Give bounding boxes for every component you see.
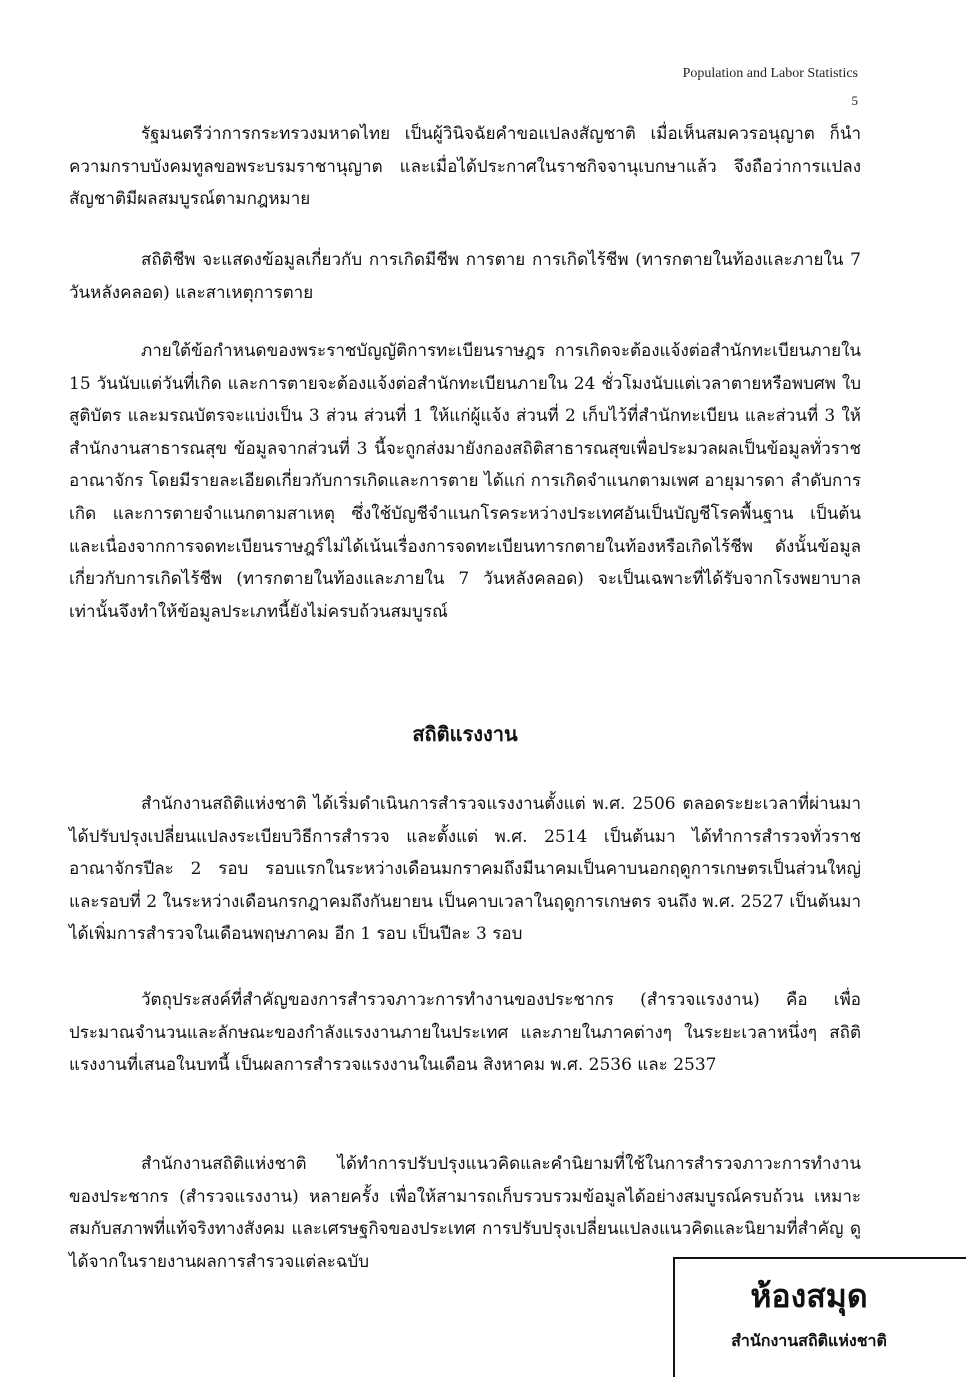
paragraph-labor-survey-history: สำนักงานสถิติแห่งชาติ ได้เริ่มดำเนินการสำรวจแรงงานตั้งแต่ พ.ศ. 2506 ตลอดระยะเวลาที่ผ่านมาได้ปรับปรุงเปลี่ยนแปลงระเบียบวิธีการสำรวจ และตั้งแต่ พ.ศ. 2514 เป็นต้นมา ได้ทำการสำรวจทั่วราชอาณาจักรปีละ 2 รอบ รอบแรกในระหว่างเดือนมกราคมถึงมีนาคมเป็นคาบนอกฤดูการเกษตรเป็นส่วนใหญ่ และรอบที่ 2 ในระหว่างเดือนกรกฎาคมถึงกันยายน เป็นคาบเวลาในฤดูการเกษตร จนถึง พ.ศ. 2527 เป็นต้นมาได้เพิ่มการสำรวจในเดือนพฤษภาคม อีก 1 รอบ เป็นปีละ 3 รอบ — [69, 794, 861, 945]
stamp-title: ห้องสมุด — [750, 1277, 868, 1315]
page-number: 5 — [851, 93, 858, 108]
running-header: Population and Labor Statistics — [682, 66, 858, 81]
stamp-subtitle: สำนักงานสถิติแห่งชาติ — [731, 1331, 887, 1350]
paragraph-civil-registration: ภายใต้ข้อกำหนดของพระราชบัญญัติการทะเบียนราษฎร การเกิดจะต้องแจ้งต่อสำนักทะเบียนภายใน 15 วันนับแต่วันที่เกิด และการตายจะต้องแจ้งต่อสำนักทะเบียนภายใน 24 ชั่วโมงนับแต่เวลาตายหรือพบศพ ใบสูติบัตร และมรณบัตรจะแบ่งเป็น 3 ส่วน ส่วนที่ 1 ให้แก่ผู้แจ้ง ส่วนที่ 2 เก็บไว้ที่สำนักทะเบียน และส่วนที่ 3 ให้สำนักงานสาธารณสุข ข้อมูลจากส่วนที่ 3 นี้จะถูกส่งมายังกองสถิติสาธารณสุขเพื่อประมวลผลเป็นข้อมูลทั่วราชอาณาจักร โดยมีรายละเอียดเกี่ยวกับการเกิดและการตาย ได้แก่ การเกิดจำแนกตามเพศ อายุมารดา ลำดับการเกิด และการตายจำแนกตามสาเหตุ ซึ่งใช้บัญชีจำแนกโรคระหว่างประเทศอันเป็นบัญชีโรคพื้นฐาน เป็นต้น และเนื่องจากการจดทะเบียนราษฎร์ไม่ได้เน้นเรื่องการจดทะเบียนทารกตายในท้องหรือเกิดไร้ชีพ ดังนั้นข้อมูลเกี่ยวกับการเกิดไร้ชีพ (ทารกตายในท้องและภายใน 7 วันหลังคลอด) จะเป็นเฉพาะที่ได้รับจากโรงพยาบาลเท่านั้นจึงทำให้ข้อมูลประเภทนี้ยังไม่ครบถ้วนสมบูรณ์ — [69, 341, 861, 622]
section-heading: สถิติแรงงาน — [412, 722, 518, 746]
paragraph-labor-survey-concepts: สำนักงานสถิติแห่งชาติ ได้ทำการปรับปรุงแนวคิดและคำนิยามที่ใช้ในการสำรวจภาวะการทำงานของประชากร (สำรวจแรงงาน) หลายครั้ง เพื่อให้สามารถเก็บรวบรวมข้อมูลได้อย่างสมบูรณ์ครบถ้วน เหมาะสมกับสภาพที่แท้จริงทางสังคม และเศรษฐกิจของประเทศ การปรับปรุงเปลี่ยนแปลงแนวคิดและนิยามที่สำคัญ ดูได้จากในรายงานผลการสำรวจแต่ละฉบับ — [69, 1154, 861, 1272]
library-stamp — [673, 1257, 966, 1377]
paragraph-vital-statistics: สถิติชีพ จะแสดงข้อมูลเกี่ยวกับ การเกิดมีชีพ การตาย การเกิดไร้ชีพ (ทารกตายในท้องและภายใน 7 วันหลังคลอด) และสาเหตุการตาย — [69, 250, 861, 303]
paragraph-labor-survey-objective: วัตถุประสงค์ที่สำคัญของการสำรวจภาวะการทำงานของประชากร (สำรวจแรงงาน) คือ เพื่อประมาณจำนวนและลักษณะของกำลังแรงงานภายในประเทศ และภายในภาคต่างๆ ในระยะเวลาหนึ่งๆ สถิติแรงงานที่เสนอในบทนี้ เป็นผลการสำรวจแรงงานในเดือน สิงหาคม พ.ศ. 2536 และ 2537 — [69, 990, 861, 1076]
paragraph-naturalization: รัฐมนตรีว่าการกระทรวงมหาดไทย เป็นผู้วินิจฉัยคำขอแปลงสัญชาติ เมื่อเห็นสมควรอนุญาต ก็นำความกราบบังคมทูลขอพระบรมราชานุญาต และเมื่อได้ประกาศในราชกิจจานุเบกษาแล้ว จึงถือว่าการแปลงสัญชาติมีผลสมบูรณ์ตามกฎหมาย — [69, 124, 861, 210]
